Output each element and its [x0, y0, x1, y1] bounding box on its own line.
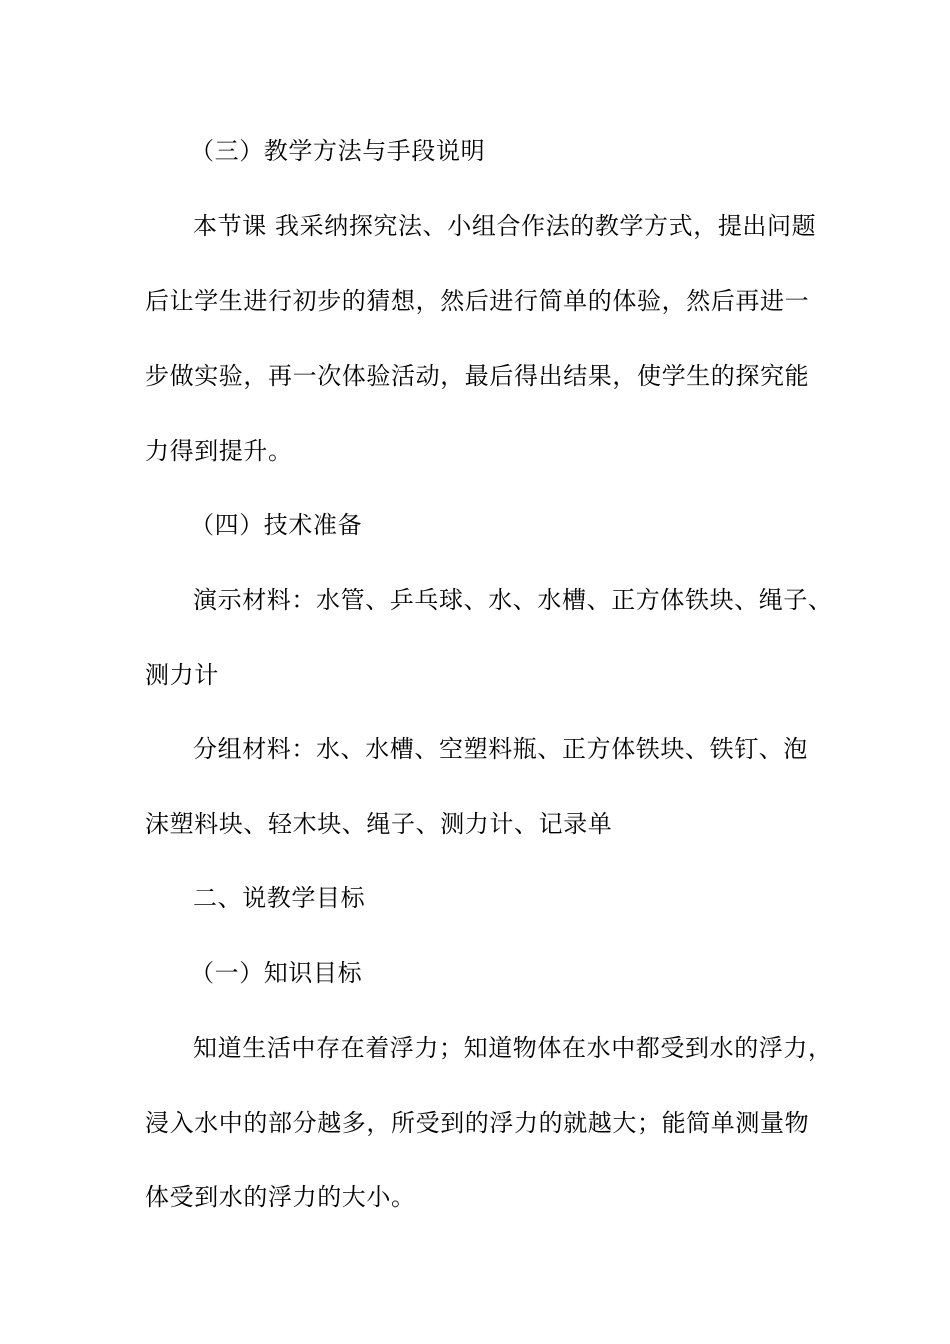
paragraph-line: 分组材料：水、水槽、空塑料瓶、正方体铁块、铁钉、泡 [193, 735, 808, 763]
paragraph-line: 本节课 我采纳探究法、小组合作法的教学方式，提出问题 [193, 212, 817, 240]
section-heading-teaching-methods: （三）教学方法与手段说明 [190, 137, 486, 165]
paragraph-line: 演示材料：水管、乒乓球、水、水槽、正方体铁块、绳子、 [193, 586, 833, 614]
paragraph-line: 沫塑料块、轻木块、绳子、测力计、记录单 [145, 810, 613, 838]
paragraph-line: 体受到水的浮力的大小。 [145, 1183, 416, 1211]
section-heading-teaching-objectives: 二、说教学目标 [193, 884, 366, 912]
paragraph-line: 力得到提升。 [145, 437, 293, 465]
paragraph-line: 浸入水中的部分越多，所受到的浮力的就越大；能简单测量物 [145, 1109, 810, 1137]
paragraph-line: 知道生活中存在着浮力；知道物体在水中都受到水的浮力， [193, 1034, 833, 1062]
paragraph-line: 测力计 [145, 661, 219, 689]
paragraph-line: 步做实验，再一次体验活动，最后得出结果，使学生的探究能 [145, 362, 810, 390]
section-heading-knowledge-objectives: （一）知识目标 [190, 959, 363, 987]
paragraph-line: 后让学生进行初步的猜想，然后进行简单的体验，然后再进一 [145, 287, 810, 315]
section-heading-technical-preparation: （四）技术准备 [190, 511, 363, 539]
